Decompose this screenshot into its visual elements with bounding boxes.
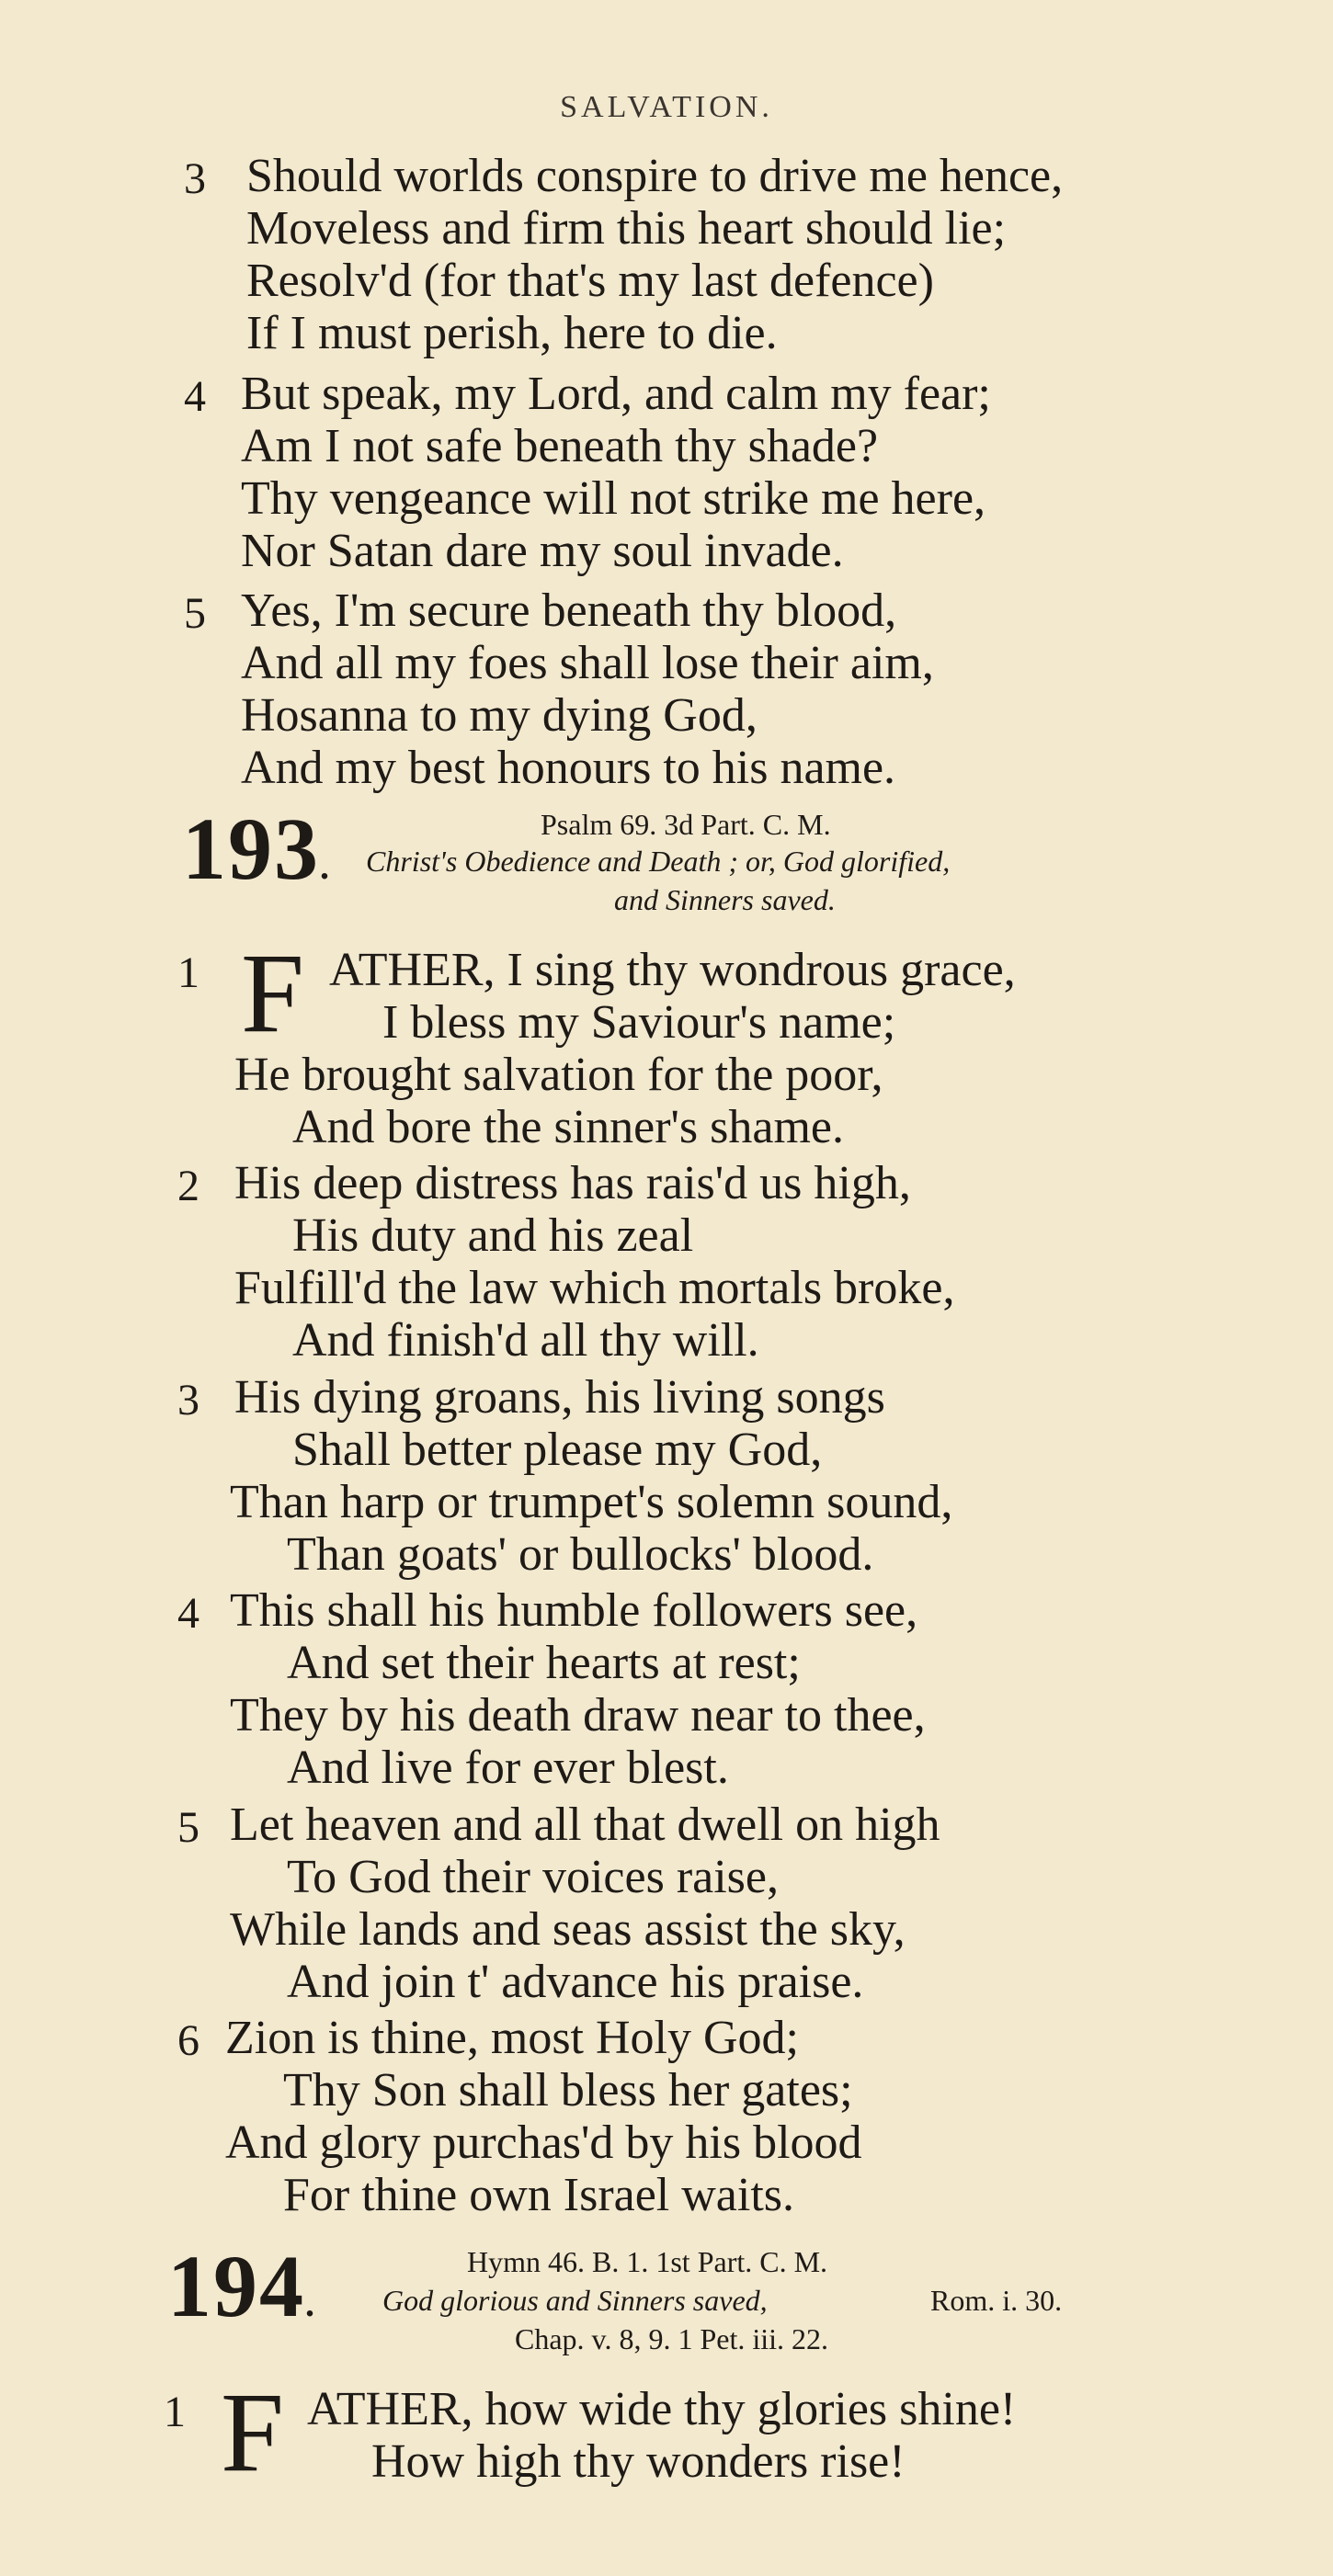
verse-line: If I must perish, here to die. — [246, 307, 778, 359]
verse-number: 6 — [177, 2016, 199, 2065]
hymn-subtitle: God glorious and Sinners saved, — [382, 2284, 768, 2317]
verse-line: To God their voices raise, — [287, 1851, 779, 1903]
verse-number: 2 — [177, 1162, 199, 1210]
verse-line: How high thy wonders rise! — [371, 2435, 906, 2488]
scripture-reference-continued: Chap. v. 8, 9. 1 Pet. iii. 22. — [515, 2322, 829, 2355]
verse-line: Nor Satan dare my soul invade. — [241, 525, 844, 577]
verse-line: And live for ever blest. — [287, 1742, 729, 1794]
verse-line: Hosanna to my dying God, — [241, 689, 758, 742]
verse-line: They by his death draw near to thee, — [230, 1689, 926, 1742]
hymn-number: 193. — [182, 800, 331, 898]
verse-line: Than goats' or bullocks' blood. — [287, 1528, 874, 1581]
verse-line: This shall his humble followers see, — [230, 1584, 918, 1637]
drop-cap: F — [221, 2369, 284, 2495]
scripture-reference: Rom. i. 30. — [930, 2284, 1063, 2317]
verse-line: And all my foes shall lose their aim, — [241, 637, 934, 689]
verse-line: Zion is thine, most Holy God; — [225, 2012, 799, 2064]
verse-line: Shall better please my God, — [292, 1424, 823, 1476]
verse-line: And join t' advance his praise. — [287, 1956, 864, 2008]
verse-line: Moveless and firm this heart should lie; — [246, 202, 1007, 255]
verse-number: 3 — [177, 1376, 199, 1424]
verse-line: Than harp or trumpet's solemn sound, — [230, 1476, 953, 1528]
verse-line: Should worlds conspire to drive me hence, — [246, 150, 1064, 202]
running-head: SALVATION. — [560, 90, 773, 124]
verse-line: ATHER, I sing thy wondrous grace, — [329, 944, 1016, 996]
verse-number: 4 — [177, 1589, 199, 1638]
verse-line: Fulfill'd the law which mortals broke, — [234, 1262, 955, 1314]
verse-line: His dying groans, his living songs — [234, 1371, 885, 1424]
verse-number: 5 — [184, 589, 206, 638]
verse-number: 3 — [184, 154, 206, 203]
verse-number: 1 — [164, 2388, 186, 2436]
verse-number: 4 — [184, 372, 206, 421]
verse-line: His duty and his zeal — [292, 1209, 694, 1262]
verse-line: And set their hearts at rest; — [287, 1637, 801, 1689]
hymn-source: Psalm 69. 3d Part. C. M. — [541, 808, 831, 841]
verse-line: Resolv'd (for that's my last defence) — [246, 255, 934, 307]
hymn-number-digits: 194 — [167, 2237, 305, 2335]
verse-line: And my best honours to his name. — [241, 742, 896, 794]
drop-cap: F — [241, 930, 304, 1056]
verse-line: Let heaven and all that dwell on high — [230, 1799, 940, 1851]
verse-line: While lands and seas assist the sky, — [230, 1903, 906, 1956]
verse-line: For thine own Israel waits. — [283, 2169, 795, 2221]
hymn-subtitle: Christ's Obedience and Death ; or, God glorified, — [366, 845, 951, 878]
hymn-subtitle-continued: and Sinners saved. — [614, 883, 836, 916]
verse-line: He brought salvation for the poor, — [234, 1049, 883, 1101]
verse-number: 5 — [177, 1803, 199, 1852]
verse-line: But speak, my Lord, and calm my fear; — [241, 368, 991, 420]
verse-line: His deep distress has rais'd us high, — [234, 1157, 911, 1209]
verse-line: Thy vengeance will not strike me here, — [241, 472, 986, 525]
verse-line: I bless my Saviour's name; — [382, 996, 896, 1049]
verse-line: Am I not safe beneath thy shade? — [241, 420, 879, 472]
hymn-number: 194. — [167, 2237, 316, 2335]
verse-number: 1 — [177, 948, 199, 997]
hymn-source: Hymn 46. B. 1. 1st Part. C. M. — [467, 2245, 828, 2278]
verse-line: And glory purchas'd by his blood — [225, 2116, 862, 2169]
hymn-number-digits: 193 — [182, 800, 320, 898]
verse-line: ATHER, how wide thy glories shine! — [307, 2383, 1017, 2435]
verse-line: And bore the sinner's shame. — [292, 1101, 845, 1153]
verse-line: And finish'd all thy will. — [292, 1314, 759, 1367]
verse-line: Yes, I'm secure beneath thy blood, — [241, 584, 897, 637]
verse-line: Thy Son shall bless her gates; — [283, 2064, 853, 2116]
